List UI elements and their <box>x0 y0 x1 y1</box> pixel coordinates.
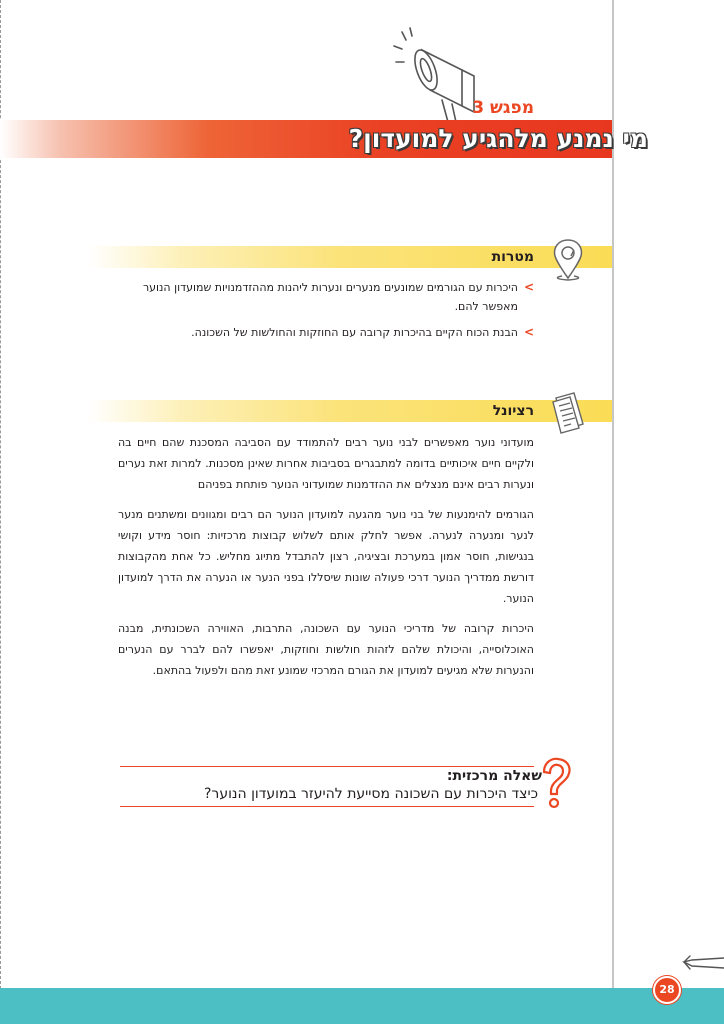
goal-item-text: היכרות עם הגורמים שמונעים מנערים ונערות ליהנות מההזדמנויות שמועדון הנוער מאפשר להם. <box>142 281 518 313</box>
goal-item <box>116 278 534 316</box>
bullet-arrow-icon: > <box>523 325 534 339</box>
session-label: מפגש 3 <box>472 98 534 118</box>
goals-title: מטרות <box>491 249 534 265</box>
question-mark-icon <box>534 756 578 812</box>
goal-item-text: הבנת הכוח הקיים בהיכרות קרובה עם החוזקות והחולשות של השכונה. <box>191 326 518 339</box>
rationale-paragraph: מועדוני נוער מאפשרים לבני נוער רבים להתמודד עם הסביבה המסכנת שהם חיים בה ולקיים חיים איכותיים בדומה למתבגרים בסביבות אחרות שאינן מסכנות. למרות זאת נערים ונערות רבים אינם מנצלים את ההזדמנות שמועדוני הנוער פותחת בפניהם <box>118 436 534 491</box>
footer-band <box>0 988 724 1024</box>
central-question-text: כיצד היכרות עם השכונה מסייעת להיעזר במועדון הנוער? <box>203 786 538 802</box>
megaphone-icon <box>392 26 484 126</box>
rationale-body <box>118 432 534 690</box>
central-question-label: שאלה מרכזית: <box>446 768 542 784</box>
rationale-paragraph: הגורמים להימנעות של בני נוער מהגעה למועדון הנוער הם רבים ומגוונים ומשתנים מנער לנער ומנערה לנערה. אפשר לחלק אותם לשלוש קבוצות מרכזיות: חוסר מידע וקושי בנגישות, חוסר אמון במערכת ובציגיה, רצון להתבדל מתיוג מחליש. כל אחת מהקבוצות דורשת ממדריך הנוער דרכי פעולה שונות שיסללו בפני הנער או הנערה את הדרך למועדון הנוער. <box>118 508 534 605</box>
bullet-arrow-icon: > <box>523 280 534 294</box>
question-bottom-rule <box>120 806 534 807</box>
page-arrow-icon <box>680 952 724 972</box>
page-title: מי נמנע מלהגיע למועדון? <box>348 124 648 153</box>
location-pin-icon <box>548 236 588 282</box>
rationale-paragraph: היכרות קרובה של מדריכי הנוער עם השכונה, התרבות, האווירה השכונתית, מבנה האוכלוסייה, והיכולת שלהם לזהות חולשות וחוזקות, יאפשרו להם לברר עם הנערים והנערות שלא מגיעים למועדון את הגורם המרכזי שמונע זאת מהם ולפעול בהתאם. <box>118 622 534 677</box>
page-number: 28 <box>653 976 681 1004</box>
document-icon <box>550 390 586 434</box>
question-top-rule <box>120 766 534 767</box>
goal-item <box>116 323 534 342</box>
rationale-title: רציונל <box>492 403 534 419</box>
goals-list <box>116 278 534 349</box>
